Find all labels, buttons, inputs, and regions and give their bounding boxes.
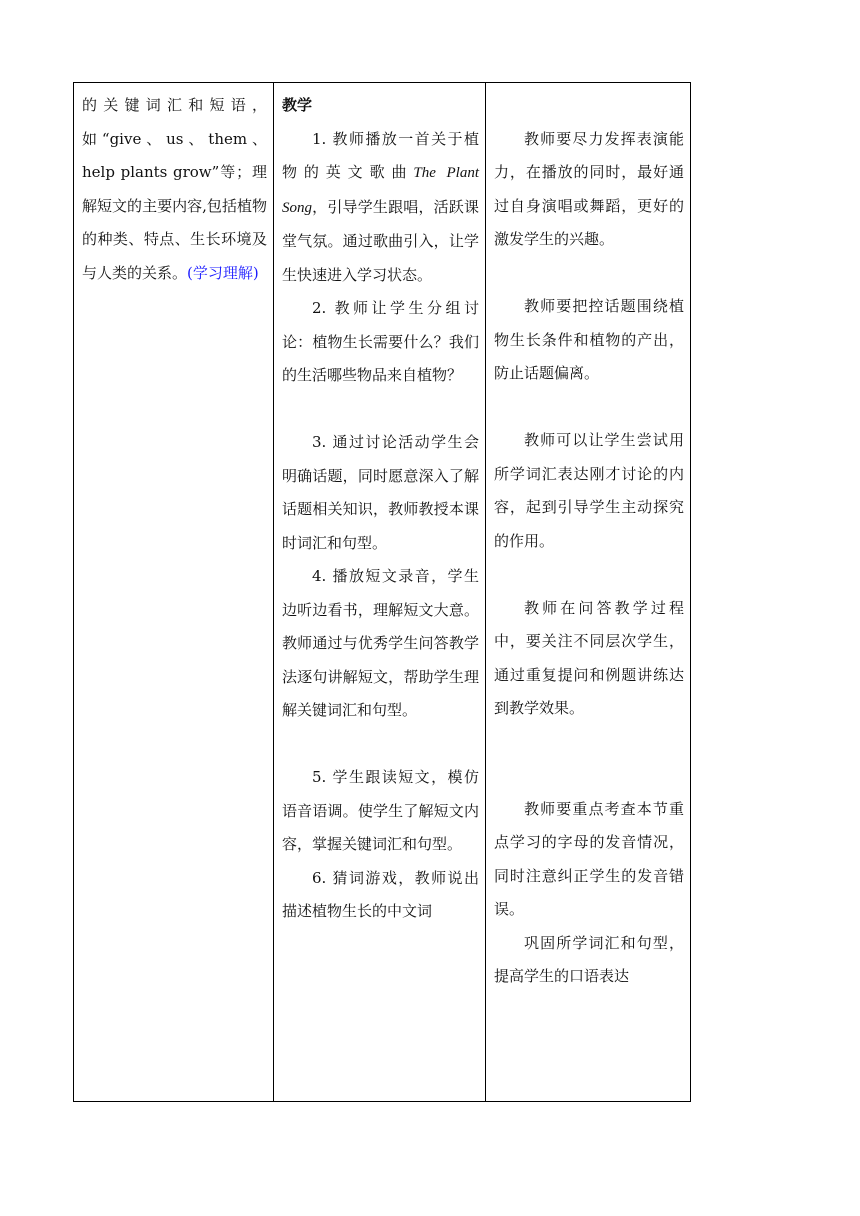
teacher-note-2: 教师要把控话题围绕植物生长条件和植物的产出，防止话题偏离。: [494, 297, 684, 382]
activity-step-4: 4. 播放短文录音，学生边听边看书，理解短文大意。教师通过与优秀学生问答教学法逐句讲解短文，帮助学生理解关键词汇和句型。: [282, 567, 479, 719]
notes-cell: [486, 83, 691, 1102]
activity-step-3: 3. 通过讨论活动学生会明确话题，同时愿意深入了解话题相关知识，教师教授本课时词汇和句型。: [282, 433, 479, 552]
objectives-text: 的关键词汇和短语，如“give、us、them、help plants grow”等；理解短文的主要内容,包括植物的种类、特点、生长环境及与人类的关系。(学习理解): [82, 96, 267, 282]
activity-step-2: 2. 教师让学生分组讨论：植物生长需要什么？我们的生活哪些物品来自植物？: [282, 299, 479, 384]
teacher-note-6: 巩固所学词汇和句型，提高学生的口语表达: [494, 933, 684, 985]
activity-step-5: 5. 学生跟读短文，模仿语音语调。使学生了解短文内容，掌握关键词汇和句型。: [282, 768, 479, 853]
lesson-plan-table: [73, 82, 691, 1102]
activity-step-6: 6. 猜词游戏，教师说出描述植物生长的中文词: [282, 868, 479, 920]
teacher-note-1: 教师要尽力发挥表演能力，在播放的同时，最好通过自身演唱或舞蹈，更好的激发学生的兴趣。: [494, 129, 684, 248]
section-heading: 教学: [282, 96, 313, 114]
teacher-note-3: 教师可以让学生尝试用所学词汇表达刚才讨论的内容，起到引导学生主动探究的作用。: [494, 431, 684, 550]
learning-tag: (学习理解): [187, 263, 259, 282]
teacher-note-5: 教师要重点考查本节重点学习的字母的发音情况，同时注意纠正学生的发音错误。: [494, 799, 684, 918]
activities-cell: [274, 83, 486, 1102]
activity-step-1: 1. 教师播放一首关于植物的英文歌曲The Plant Song，引导学生跟唱，活跃课堂气氛。通过歌曲引入，让学生快速进入学习状态。: [282, 129, 479, 284]
objectives-cell: [74, 83, 274, 1102]
table-row: [74, 83, 691, 1102]
song-title: The Plant Song: [282, 165, 479, 216]
teacher-note-4: 教师在问答教学过程中，要关注不同层次学生，通过重复提问和例题讲练达到教学效果。: [494, 598, 684, 717]
